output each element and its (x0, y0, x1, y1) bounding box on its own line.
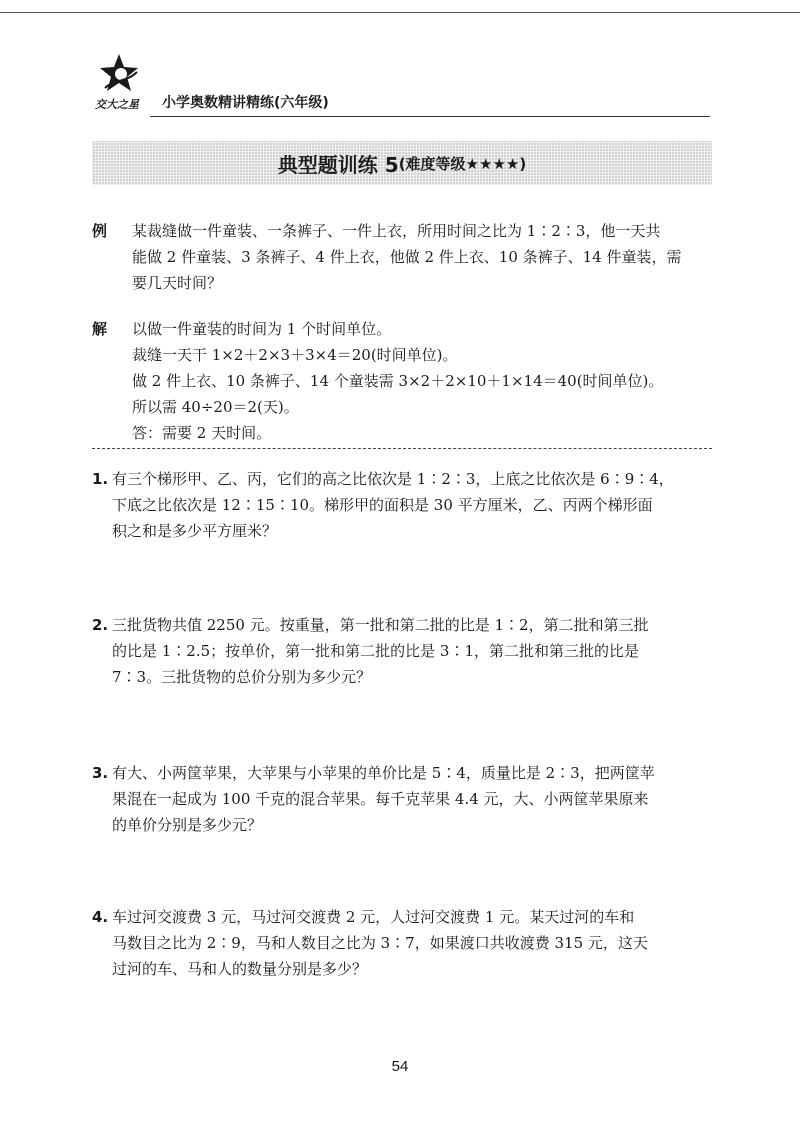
book-title: 小学奥数精讲精练(六年级) (162, 95, 329, 111)
solution-block (92, 316, 717, 446)
example-line: 某裁缝做一件童装、一条裤子、一件上衣，所用时间之比为 1∶2∶3，他一天共 (132, 222, 661, 240)
problem-line: 有大、小两筐苹果，大苹果与小苹果的单价比是 5∶4，质量比是 2∶3，把两筐苹 (112, 764, 655, 782)
problem-line: 三批货物共值 2250 元。按重量，第一批和第二批的比是 1∶2，第二批和第三批 (112, 616, 649, 634)
problem-number: 1. (92, 470, 109, 488)
solution-line: 做 2 件上衣、10 条裤子、14 个童装需 3×2＋2×10＋1×14＝40(时间单位)。 (132, 372, 664, 390)
solution-line: 所以需 40÷20＝2(天)。 (132, 398, 299, 416)
example-block (92, 218, 717, 296)
dashed-separator (92, 448, 712, 449)
example-line: 要几天时间？ (132, 274, 223, 292)
solution-line: 以做一件童装的时间为 1 个时间单位。 (132, 320, 392, 338)
problem-3 (92, 760, 717, 838)
problem-line: 车过河交渡费 3 元，马过河交渡费 2 元，人过河交渡费 1 元。某天过河的车和 (112, 908, 635, 926)
problem-line: 过河的车、马和人的数量分别是多少？ (112, 960, 368, 978)
example-label: 例 (92, 222, 108, 240)
section-banner (92, 141, 712, 185)
problem-line: 马数目之比为 2∶9，马和人数目之比为 3∶7，如果渡口共收渡费 315 元，这天 (112, 934, 648, 952)
problem-line: 果混在一起成为 100 千克的混合苹果。每千克苹果 4.4 元，大、小两筐苹果原来 (112, 790, 649, 808)
problem-line: 有三个梯形甲、乙、丙，它们的高之比依次是 1∶2∶3，上底之比依次是 6∶9∶4， (112, 470, 674, 488)
star-swirl-icon (97, 52, 141, 94)
difficulty-level: (难度等级★★★★) (398, 154, 527, 173)
problem-number: 3. (92, 764, 109, 782)
header-rule (150, 116, 710, 117)
logo-text: 交大之星 (95, 98, 139, 111)
problem-line: 下底之比依次是 12∶15∶10。梯形甲的面积是 30 平方厘米，乙、丙两个梯形面 (112, 496, 653, 514)
solution-label: 解 (92, 320, 108, 338)
problem-1 (92, 466, 717, 544)
problem-line: 的单价分别是多少元？ (112, 816, 263, 834)
top-border-line (0, 12, 800, 13)
section-title: 典型题训练 5 (277, 152, 399, 177)
solution-line: 答：需要 2 天时间。 (132, 424, 272, 442)
problem-2 (92, 612, 717, 690)
publisher-logo (95, 52, 145, 112)
problem-line: 的比是 1∶2.5；按单价，第一批和第二批的比是 3∶1，第二批和第三批的比是 (112, 642, 640, 660)
problem-number: 2. (92, 616, 109, 634)
problem-line: 积之和是多少平方厘米？ (112, 522, 278, 540)
page-number: 54 (391, 1058, 409, 1075)
solution-line: 裁缝一天干 1×2＋2×3＋3×4＝20(时间单位)。 (132, 346, 458, 364)
problem-line: 7∶3。三批货物的总价分别为多少元？ (112, 668, 372, 686)
problem-number: 4. (92, 908, 109, 926)
problem-4 (92, 904, 717, 982)
example-line: 能做 2 件童装、3 条裤子、4 件上衣，他做 2 件上衣、10 条裤子、14 件童装，需 (132, 248, 682, 266)
